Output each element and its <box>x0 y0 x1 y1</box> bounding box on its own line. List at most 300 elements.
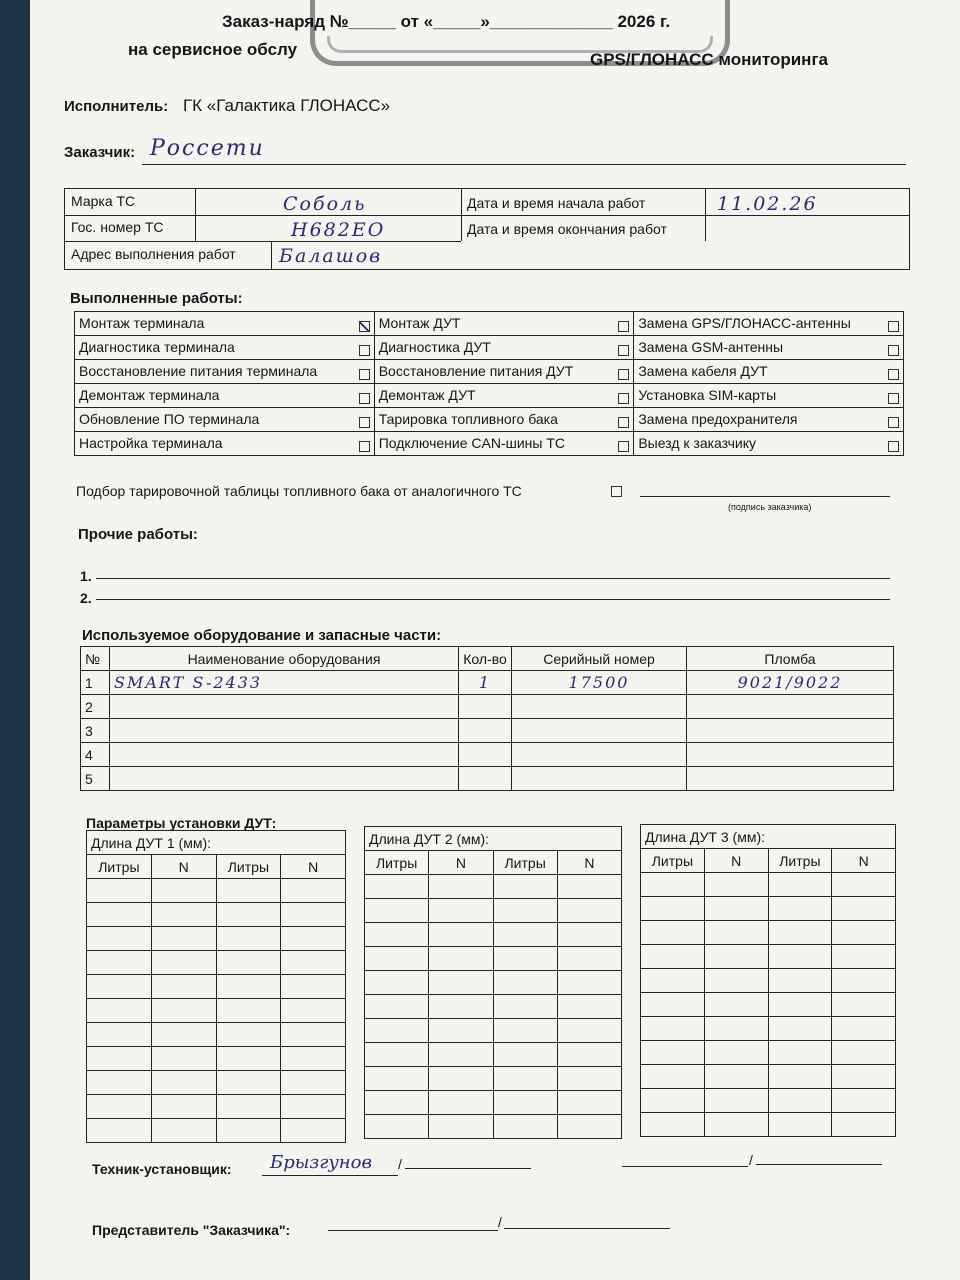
work-item-checkbox[interactable] <box>359 417 370 428</box>
equipment-seal[interactable] <box>687 695 894 719</box>
dut-table-1 <box>86 830 346 1143</box>
dut-col-header: Литры <box>493 851 557 875</box>
work-item-checkbox[interactable] <box>618 393 629 404</box>
dut-cell[interactable] <box>768 945 832 969</box>
dut-row <box>87 951 346 975</box>
dut-cell[interactable] <box>493 971 557 995</box>
work-item-label: Обновление ПО терминала <box>79 411 260 427</box>
dut-cell[interactable] <box>281 1047 346 1071</box>
dut-cell[interactable] <box>768 993 832 1017</box>
work-item <box>634 336 904 360</box>
dut-cell[interactable] <box>151 1071 216 1095</box>
dut-cell[interactable] <box>429 875 493 899</box>
work-item-checkbox[interactable] <box>359 369 370 380</box>
start-value[interactable]: 11.02.26 <box>717 193 818 215</box>
dut-cell[interactable] <box>281 1119 346 1143</box>
work-item <box>634 312 904 336</box>
fuel-table-checkbox[interactable] <box>611 486 622 497</box>
other-item-2: 2. <box>80 590 92 606</box>
dut-cell[interactable] <box>87 879 152 903</box>
brand-label: Марка ТС <box>71 193 136 209</box>
dut-col-header: N <box>429 851 493 875</box>
dut-cell[interactable] <box>151 1023 216 1047</box>
dut-row <box>365 1115 622 1139</box>
dut-cell[interactable] <box>87 927 152 951</box>
dut-cell[interactable] <box>768 1017 832 1041</box>
dut-cell[interactable] <box>151 903 216 927</box>
dut-cell[interactable] <box>493 947 557 971</box>
work-item-checkbox[interactable] <box>888 441 899 452</box>
dut-cell[interactable] <box>87 1071 152 1095</box>
row-number: 2 <box>81 695 110 719</box>
dut-cell[interactable] <box>768 1065 832 1089</box>
work-item-label: Демонтаж ДУТ <box>378 387 476 403</box>
dut-row <box>641 1065 896 1089</box>
form-title-line1: Заказ-наряд №_____ от «_____»_____________ 2026 г. <box>222 12 671 31</box>
dut-row <box>87 999 346 1023</box>
works-row <box>75 432 904 456</box>
equipment-header-row <box>81 647 894 671</box>
dut-row <box>365 923 622 947</box>
dut-cell[interactable] <box>704 1041 768 1065</box>
dut-col-header: N <box>151 855 216 879</box>
fuel-table-option: Подбор тарировочной таблицы топливного бака от аналогичного ТС <box>76 483 522 499</box>
dut-cell[interactable] <box>365 995 429 1019</box>
dut-cell[interactable] <box>557 995 621 1019</box>
dut-cell[interactable] <box>151 1047 216 1071</box>
dut-cell[interactable] <box>87 1119 152 1143</box>
work-item-label: Замена GPS/ГЛОНАСС-антенны <box>638 315 851 331</box>
dut-col-header: N <box>281 855 346 879</box>
dut-cell[interactable] <box>429 1091 493 1115</box>
work-item <box>634 432 904 456</box>
dut-cell[interactable] <box>641 1041 705 1065</box>
dut-cell[interactable] <box>87 1047 152 1071</box>
equipment-serial[interactable] <box>512 767 687 791</box>
dut-cell[interactable] <box>704 1089 768 1113</box>
dut-cell[interactable] <box>216 999 281 1023</box>
equipment-name[interactable] <box>110 695 459 719</box>
work-item <box>634 360 904 384</box>
dut-cell[interactable] <box>493 875 557 899</box>
dut-cell[interactable] <box>151 999 216 1023</box>
representative-sign-line[interactable] <box>328 1230 498 1231</box>
works-row <box>75 384 904 408</box>
equipment-name[interactable]: SMART S-2433 <box>110 671 459 695</box>
work-item-label: Монтаж терминала <box>79 315 205 331</box>
dut-cell[interactable] <box>87 903 152 927</box>
dut-cell[interactable] <box>281 1023 346 1047</box>
work-item-label: Восстановление питания ДУТ <box>378 363 574 379</box>
dut-cell[interactable] <box>151 951 216 975</box>
dut-cell[interactable] <box>87 951 152 975</box>
equipment-serial[interactable] <box>512 743 687 767</box>
form-title-line2: на сервисное обслу <box>128 40 298 59</box>
dut-cell[interactable] <box>832 1065 896 1089</box>
extra-name-line[interactable] <box>756 1164 882 1165</box>
dut-cell[interactable] <box>216 1023 281 1047</box>
dut-cell[interactable] <box>151 879 216 903</box>
work-item-checkbox[interactable] <box>359 321 370 332</box>
dut-cell[interactable] <box>365 899 429 923</box>
col-qty: Кол-во <box>459 647 512 671</box>
work-item <box>374 384 634 408</box>
dut-cell[interactable] <box>557 1091 621 1115</box>
dut-row <box>365 899 622 923</box>
dut-cell[interactable] <box>151 927 216 951</box>
dut-cell[interactable] <box>557 1067 621 1091</box>
technician-signature[interactable]: Брызгунов <box>270 1152 372 1173</box>
work-item-checkbox[interactable] <box>618 321 629 332</box>
work-item <box>75 432 375 456</box>
dut-cell[interactable] <box>429 1019 493 1043</box>
work-item <box>374 408 634 432</box>
dut-cell[interactable] <box>641 1017 705 1041</box>
dut-cell[interactable] <box>281 951 346 975</box>
dut-cell[interactable] <box>832 1113 896 1137</box>
work-item-checkbox[interactable] <box>888 369 899 380</box>
work-item <box>374 432 634 456</box>
dut-cell[interactable] <box>557 1043 621 1067</box>
plate-label: Гос. номер ТС <box>71 219 164 235</box>
equipment-row <box>81 695 894 719</box>
dut-cell[interactable] <box>704 993 768 1017</box>
dut-row <box>87 927 346 951</box>
extra-sign-line[interactable] <box>622 1166 748 1167</box>
dut-cell[interactable] <box>216 927 281 951</box>
work-item-checkbox[interactable] <box>888 393 899 404</box>
dut-caption-row <box>641 825 896 849</box>
dut-row <box>87 1095 346 1119</box>
dut-caption: Длина ДУТ 1 (мм): <box>87 831 346 855</box>
representative-name-line[interactable] <box>504 1228 670 1229</box>
dut-cell[interactable] <box>641 1113 705 1137</box>
dut-cell[interactable] <box>365 1067 429 1091</box>
dut-cell[interactable] <box>641 1089 705 1113</box>
work-item <box>374 336 634 360</box>
dut-col-header: N <box>557 851 621 875</box>
dut-cell[interactable] <box>768 1113 832 1137</box>
dut-row <box>365 947 622 971</box>
work-item-checkbox[interactable] <box>359 345 370 356</box>
equipment-seal[interactable] <box>687 719 894 743</box>
dut-cell[interactable] <box>557 899 621 923</box>
dut-header-row <box>641 849 896 873</box>
work-item-checkbox[interactable] <box>888 345 899 356</box>
dut-cell[interactable] <box>281 879 346 903</box>
dut-cell[interactable] <box>216 903 281 927</box>
other-title: Прочие работы: <box>78 526 198 543</box>
dut-row <box>641 1113 896 1137</box>
dut-col-header: Литры <box>87 855 152 879</box>
dut-table-2 <box>364 826 622 1139</box>
dut-cell[interactable] <box>493 899 557 923</box>
technician-label: Техник-установщик: <box>92 1161 232 1177</box>
dut-cell[interactable] <box>557 971 621 995</box>
work-item-label: Настройка терминала <box>79 435 223 451</box>
dut-col-header: Литры <box>216 855 281 879</box>
dut-cell[interactable] <box>557 875 621 899</box>
dut-col-header: N <box>704 849 768 873</box>
dut-cell[interactable] <box>832 1089 896 1113</box>
dut-cell[interactable] <box>87 1095 152 1119</box>
dut-cell[interactable] <box>365 947 429 971</box>
work-item-label: Выезд к заказчику <box>638 435 757 451</box>
other-item-1: 1. <box>80 568 92 584</box>
dut-col-header: Литры <box>768 849 832 873</box>
dut-cell[interactable] <box>216 1071 281 1095</box>
plate-value[interactable]: Н682ЕО <box>291 219 386 241</box>
work-item-checkbox[interactable] <box>888 417 899 428</box>
dut-cell[interactable] <box>704 945 768 969</box>
work-item-checkbox[interactable] <box>618 369 629 380</box>
dut-cell[interactable] <box>429 947 493 971</box>
address-value[interactable]: Балашов <box>279 245 383 267</box>
dut-cell[interactable] <box>832 969 896 993</box>
dut-cell[interactable] <box>704 1065 768 1089</box>
dut-cell[interactable] <box>281 999 346 1023</box>
dut-cell[interactable] <box>429 899 493 923</box>
dut-cell[interactable] <box>704 897 768 921</box>
dut-cell[interactable] <box>365 1043 429 1067</box>
dut-cell[interactable] <box>216 1095 281 1119</box>
customer-value[interactable]: Россети <box>150 136 265 161</box>
other-line-2[interactable] <box>96 599 890 600</box>
work-item-checkbox[interactable] <box>359 393 370 404</box>
dut-row <box>641 969 896 993</box>
dut-cell[interactable] <box>493 1115 557 1139</box>
dut-cell[interactable] <box>493 923 557 947</box>
dut-cell[interactable] <box>87 999 152 1023</box>
dut-cell[interactable] <box>216 879 281 903</box>
equipment-qty[interactable] <box>459 719 512 743</box>
work-item-label: Диагностика терминала <box>79 339 235 355</box>
dut-cell[interactable] <box>704 969 768 993</box>
work-item <box>75 384 375 408</box>
dut-cell[interactable] <box>216 1047 281 1071</box>
dut-cell[interactable] <box>281 1095 346 1119</box>
work-item-checkbox[interactable] <box>359 441 370 452</box>
equipment-name[interactable] <box>110 719 459 743</box>
work-item-checkbox[interactable] <box>618 345 629 356</box>
col-seal: Пломба <box>687 647 894 671</box>
technician-sign-line <box>262 1175 398 1176</box>
executor: Исполнитель: ГК «Галактика ГЛОНАСС» <box>64 96 391 115</box>
work-item <box>75 408 375 432</box>
row-number: 3 <box>81 719 110 743</box>
dut-cell[interactable] <box>768 921 832 945</box>
equipment-serial[interactable] <box>512 695 687 719</box>
dut-cell[interactable] <box>151 975 216 999</box>
work-item-checkbox[interactable] <box>618 441 629 452</box>
dut-row <box>87 903 346 927</box>
work-item-label: Тарировка топливного бака <box>378 411 558 427</box>
equipment-serial[interactable]: 17500 <box>512 671 687 695</box>
work-item-label: Демонтаж терминала <box>79 387 220 403</box>
dut-cell[interactable] <box>429 971 493 995</box>
work-item <box>75 312 375 336</box>
dut-row <box>365 1019 622 1043</box>
equipment-seal[interactable]: 9021/9022 <box>687 671 894 695</box>
start-label: Дата и время начала работ <box>467 195 646 211</box>
dut-row <box>641 945 896 969</box>
work-item-label: Подключение CAN-шины ТС <box>378 435 565 451</box>
work-item-checkbox[interactable] <box>888 321 899 332</box>
dut-row <box>641 1041 896 1065</box>
equipment-qty[interactable]: 1 <box>459 671 512 695</box>
dut-cell[interactable] <box>768 873 832 897</box>
dut-row <box>87 879 346 903</box>
address-label: Адрес выполнения работ <box>71 246 236 262</box>
customer-line <box>142 164 906 165</box>
dut-cell[interactable] <box>641 897 705 921</box>
dut-cell[interactable] <box>429 1067 493 1091</box>
dut-cell[interactable] <box>429 1043 493 1067</box>
dut-cell[interactable] <box>557 947 621 971</box>
dut-cell[interactable] <box>493 1019 557 1043</box>
dut-cell[interactable] <box>281 1071 346 1095</box>
work-item-label: Замена кабеля ДУТ <box>638 363 768 379</box>
dut-cell[interactable] <box>429 995 493 1019</box>
technician-name-line[interactable] <box>405 1168 531 1169</box>
dut-cell[interactable] <box>87 1023 152 1047</box>
dut-caption: Длина ДУТ 3 (мм): <box>641 825 896 849</box>
end-label: Дата и время окончания работ <box>467 221 667 237</box>
equipment-name[interactable] <box>110 743 459 767</box>
dut-cell[interactable] <box>832 993 896 1017</box>
works-row <box>75 336 904 360</box>
dut-cell[interactable] <box>429 1115 493 1139</box>
equipment-row <box>81 671 894 695</box>
dut-cell[interactable] <box>365 1019 429 1043</box>
dut-cell[interactable] <box>151 1119 216 1143</box>
dut-cell[interactable] <box>832 873 896 897</box>
dut-cell[interactable] <box>704 1017 768 1041</box>
dut-cell[interactable] <box>493 1091 557 1115</box>
dut-cell[interactable] <box>557 1115 621 1139</box>
equipment-qty[interactable] <box>459 767 512 791</box>
works-title: Выполненные работы: <box>70 290 243 307</box>
work-item-label: Установка SIM-карты <box>638 387 777 403</box>
dut-caption-row <box>365 827 622 851</box>
equipment-title: Используемое оборудование и запасные части: <box>82 627 442 644</box>
row-number: 1 <box>81 671 110 695</box>
work-item-checkbox[interactable] <box>618 417 629 428</box>
row-number: 5 <box>81 767 110 791</box>
dut-cell[interactable] <box>832 921 896 945</box>
dut-cell[interactable] <box>493 1043 557 1067</box>
dut-cell[interactable] <box>641 1065 705 1089</box>
equipment-table <box>80 646 894 791</box>
dut-row <box>641 1089 896 1113</box>
dut-cell[interactable] <box>768 897 832 921</box>
dut-cell[interactable] <box>151 1095 216 1119</box>
dut-cell[interactable] <box>281 927 346 951</box>
dut-row <box>87 1023 346 1047</box>
col-number: № <box>81 647 110 671</box>
dut-cell[interactable] <box>832 897 896 921</box>
dut-cell[interactable] <box>832 945 896 969</box>
works-table <box>74 311 904 456</box>
dut-cell[interactable] <box>557 923 621 947</box>
dut-cell[interactable] <box>641 921 705 945</box>
dut-cell[interactable] <box>216 951 281 975</box>
dut-cell[interactable] <box>281 903 346 927</box>
dut-cell[interactable] <box>365 971 429 995</box>
equipment-seal[interactable] <box>687 743 894 767</box>
dut-cell[interactable] <box>704 873 768 897</box>
dut-cell[interactable] <box>493 995 557 1019</box>
dut-cell[interactable] <box>641 945 705 969</box>
customer-label: Заказчик: <box>64 144 136 161</box>
dut-cell[interactable] <box>704 921 768 945</box>
equipment-row <box>81 743 894 767</box>
row-number: 4 <box>81 743 110 767</box>
dut-row <box>365 971 622 995</box>
equipment-qty[interactable] <box>459 743 512 767</box>
works-row <box>75 360 904 384</box>
dut-cell[interactable] <box>641 993 705 1017</box>
dut-cell[interactable] <box>557 1019 621 1043</box>
dut-header-row <box>87 855 346 879</box>
dut-cell[interactable] <box>429 923 493 947</box>
dut-cell[interactable] <box>768 1041 832 1065</box>
dut-row <box>87 1047 346 1071</box>
equipment-name[interactable] <box>110 767 459 791</box>
work-item-label: Монтаж ДУТ <box>378 315 461 331</box>
work-item <box>374 312 634 336</box>
dut-cell[interactable] <box>281 975 346 999</box>
dut-cell[interactable] <box>641 873 705 897</box>
equipment-serial[interactable] <box>512 719 687 743</box>
dut-cell[interactable] <box>365 1091 429 1115</box>
dut-cell[interactable] <box>832 1041 896 1065</box>
dut-row <box>641 921 896 945</box>
dut-cell[interactable] <box>768 969 832 993</box>
dut-cell[interactable] <box>832 1017 896 1041</box>
dut-caption: Длина ДУТ 2 (мм): <box>365 827 622 851</box>
customer-signature-line <box>640 496 890 497</box>
dut-cell[interactable] <box>87 975 152 999</box>
dut-table-3 <box>640 824 896 1137</box>
dut-cell[interactable] <box>641 969 705 993</box>
dut-row <box>87 1071 346 1095</box>
other-line-1[interactable] <box>96 578 890 579</box>
dut-cell[interactable] <box>365 1115 429 1139</box>
dut-col-header: N <box>832 849 896 873</box>
work-item-label: Восстановление питания терминала <box>79 363 318 379</box>
dut-row <box>87 1119 346 1143</box>
equipment-qty[interactable] <box>459 695 512 719</box>
dut-cell[interactable] <box>216 975 281 999</box>
brand-value[interactable]: Соболь <box>283 193 367 215</box>
form-title-line2-right: GPS/ГЛОНАСС мониторинга <box>590 50 828 69</box>
dut-cell[interactable] <box>216 1119 281 1143</box>
signature-caption: (подпись заказчика) <box>728 502 812 512</box>
dut-row <box>365 995 622 1019</box>
representative-label: Представитель "Заказчика": <box>92 1222 291 1238</box>
dut-cell[interactable] <box>704 1113 768 1137</box>
dut-cell[interactable] <box>493 1067 557 1091</box>
dut-row <box>87 975 346 999</box>
equipment-row <box>81 767 894 791</box>
dut-col-header: Литры <box>641 849 705 873</box>
dut-cell[interactable] <box>365 875 429 899</box>
dut-cell[interactable] <box>365 923 429 947</box>
work-item-label: Диагностика ДУТ <box>378 339 491 355</box>
dut-cell[interactable] <box>768 1089 832 1113</box>
equipment-seal[interactable] <box>687 767 894 791</box>
